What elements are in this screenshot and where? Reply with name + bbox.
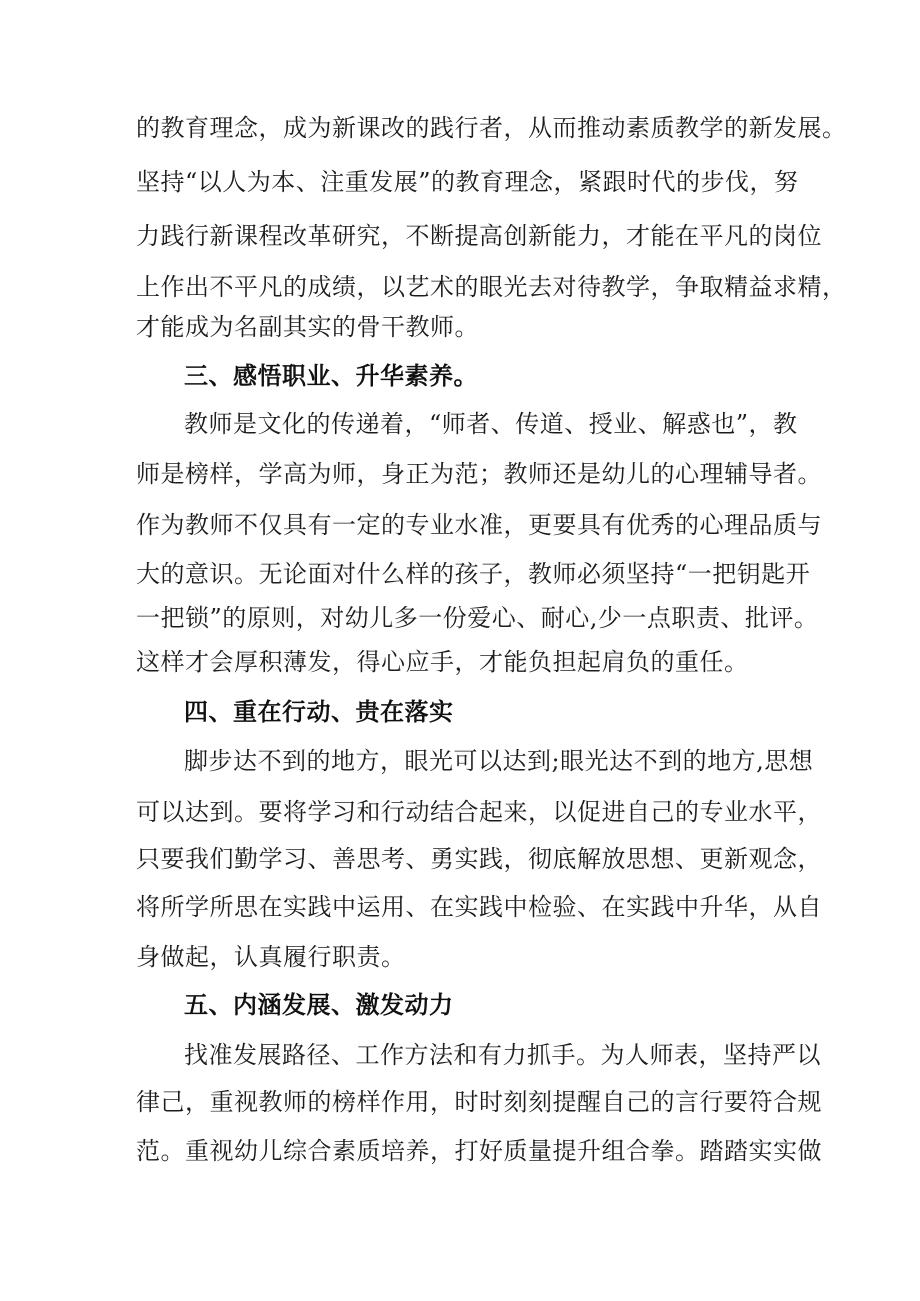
section-3-line-5: 一把锁”的原则，对幼儿多一份爱心、耐心,少一点职责、批评。 bbox=[136, 604, 819, 632]
paragraph-1-line-2: 坚持“以人为本、注重发展”的教育理念，紧跟时代的步伐，努 bbox=[136, 168, 799, 196]
section-4-line-5: 身做起，认真履行职责。 bbox=[136, 943, 406, 971]
section-4-line-2: 可以达到。要将学习和行动结合起来，以促进自己的专业水平， bbox=[136, 798, 822, 826]
section-3-line-1: 教师是文化的传递着，“师者、传道、授业、解惑也”，教 bbox=[184, 410, 798, 438]
section-3-line-4: 大的意识。无论面对什么样的孩子，教师必须坚持“一把钥匙开 bbox=[136, 560, 811, 588]
section-5-heading: 五、内涵发展、激发动力 bbox=[184, 991, 454, 1019]
section-3-line-6: 这样才会厚积薄发，得心应手，才能负担起肩负的重任。 bbox=[136, 648, 749, 676]
section-4-line-1: 脚步达不到的地方，眼光可以达到;眼光达不到的地方,思想 bbox=[184, 747, 814, 775]
paragraph-1-line-5: 才能成为名副其实的骨干教师。 bbox=[136, 313, 479, 341]
section-5-line-2: 律己，重视教师的榜样作用，时时刻刻提醒自己的言行要符合规 bbox=[136, 1088, 822, 1116]
section-3-heading: 三、感悟职业、升华素养。 bbox=[184, 362, 478, 390]
paragraph-1-line-4: 上作出不平凡的成绩，以艺术的眼光去对待教学，争取精益求精， bbox=[136, 273, 847, 301]
section-5-line-3: 范。重视幼儿综合素质培养，打好质量提升组合拳。踏踏实实做 bbox=[136, 1137, 822, 1165]
paragraph-1-line-3: 力践行新课程改革研究，不断提高创新能力，才能在平凡的岗位 bbox=[136, 222, 822, 250]
section-4-heading: 四、重在行动、贵在落实 bbox=[184, 698, 454, 726]
section-5-line-1: 找准发展路径、工作方法和有力抓手。为人师表，坚持严以 bbox=[184, 1041, 821, 1069]
section-3-line-3: 作为教师不仅具有一定的专业水准，更要具有优秀的心理品质与 bbox=[136, 511, 822, 539]
section-4-line-4: 将所学所思在实践中运用、在实践中检验、在实践中升华，从自 bbox=[136, 893, 822, 921]
paragraph-1-line-1: 的教育理念，成为新课改的践行者，从而推动素质教学的新发展。 bbox=[136, 114, 847, 142]
section-4-line-3: 只要我们勤学习、善思考、勇实践，彻底解放思想、更新观念， bbox=[136, 845, 822, 873]
section-3-line-2: 师是榜样，学高为师，身正为范；教师还是幼儿的心理辅导者。 bbox=[136, 460, 822, 488]
